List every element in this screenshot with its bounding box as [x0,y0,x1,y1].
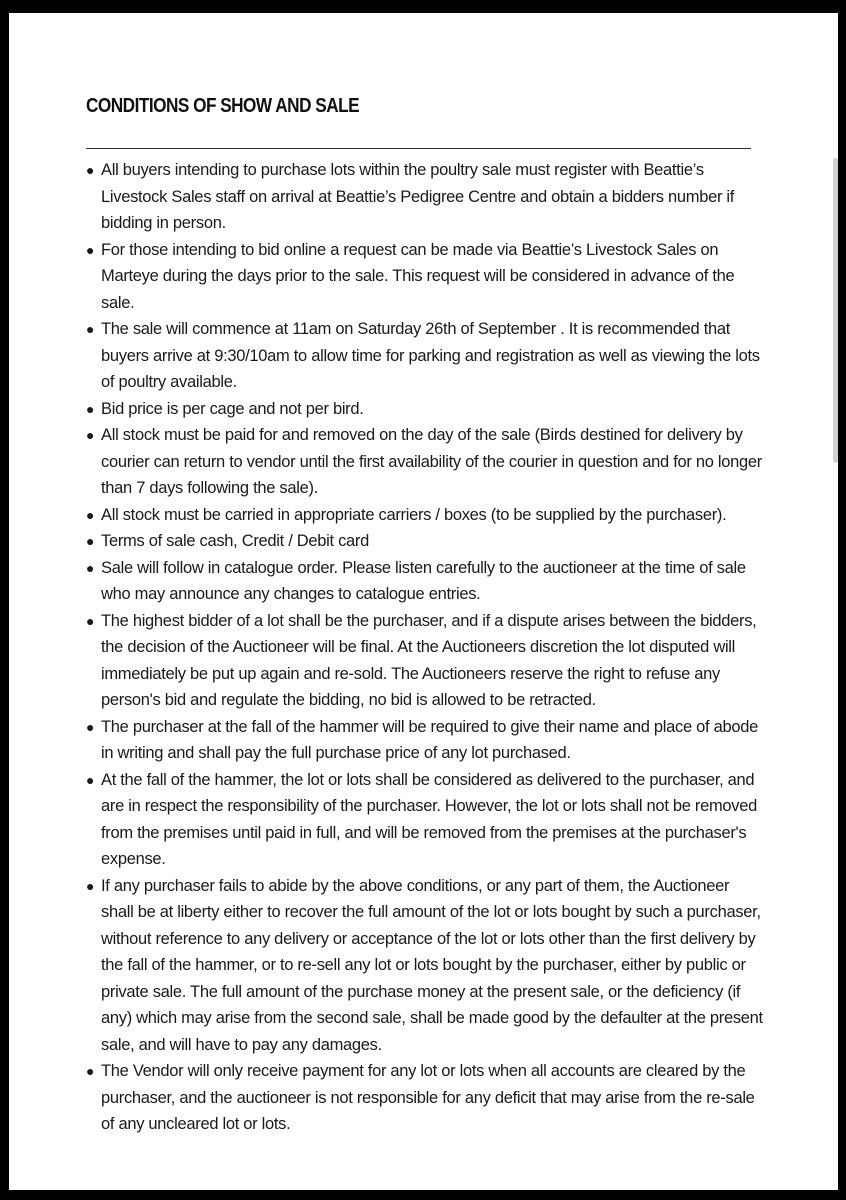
list-item [86,502,764,529]
list-item [86,873,764,1059]
bullet-icon: ● [86,612,95,629]
bullet-icon: ● [86,400,95,417]
list-item [86,714,764,767]
list-item [86,316,764,396]
bullet-icon: ● [86,427,95,443]
list-item [86,555,764,608]
page-title: CONDITIONS OF SHOW AND SALE [86,95,360,117]
list-item [86,237,764,317]
condition-text: All stock must be paid for and removed on the day of the sale (Birds destined for delivery by courier can return to vendor until the first availability of the courier in question and for no longer than 7 days following the sale). [101,426,762,497]
scrollbar[interactable] [833,158,838,463]
list-item [86,396,764,423]
bullet-icon: ● [86,321,95,337]
condition-text: The highest bidder of a lot shall be the purchaser, and if a dispute arises between the bidders, the decision of the Auctioneer will be final. At the Auctioneers discretion the lot disputed will immediately be put up again and re-sold. The Auctioneers reserve the right to refuse any person's bid and regulate the bidding, no bid is allowed to be retracted. [101,611,757,709]
bullet-icon: ● [86,559,95,576]
bullet-icon: ● [86,533,95,549]
condition-text: All stock must be carried in appropriate carriers / boxes (to be supplied by the purchaser). [101,505,727,524]
condition-text: All buyers intending to purchase lots within the poultry sale must register with Beattie’s Livestock Sales staff on arrival at Beattie’s Pedigree Centre and obtain a bidders number if bidding in person. [101,161,735,232]
condition-text: The sale will commence at 11am on Saturday 26th of September . It is recommended that buyers arrive at 9:30/10am to allow time for parking and registration as well as viewing the lots of poultry available. [101,320,760,391]
document-page [9,13,838,1190]
condition-text: Bid price is per cage and not per bird. [101,399,364,418]
list-item [86,1058,764,1138]
list-item [86,767,764,873]
conditions-list [86,157,764,1138]
bullet-icon: ● [86,1063,95,1079]
condition-text: If any purchaser fails to abide by the above conditions, or any part of them, the Auctioneer shall be at liberty either to recover the full amount of the lot or lots bought by such a purchaser, without reference to any delivery or acceptance of the lot or lots other than the first delivery by the fall of the hammer, or to re-sell any lot or lots bought by the purchaser, either by public or private sale. The full amount of the purchase money at the present sale, or the deficiency (if any) which may arise from the second sale, shall be made good by the defaulter at the present sale, and will have to pay any damages. [101,876,763,1054]
condition-text: At the fall of the hammer, the lot or lots shall be considered as delivered to the purchaser, and are in respect the responsibility of the purchaser. However, the lot or lots shall not be removed from the premises until paid in full, and will be removed from the premises at the purchaser's expense. [101,770,758,868]
bullet-icon: ● [86,718,95,735]
list-item [86,528,764,555]
condition-text: Sale will follow in catalogue order. Please listen carefully to the auctioneer at the time of sale who may announce any changes to catalogue entries. [101,558,746,603]
condition-text: The purchaser at the fall of the hammer will be required to give their name and place of abode in writing and shall pay the full purchase price of any lot purchased. [101,717,758,762]
condition-text: The Vendor will only receive payment for any lot or lots when all accounts are cleared by the purchaser, and the auctioneer is not responsible for any deficit that may arise from the re-sale of any uncleared lot or lots. [101,1062,755,1133]
title-divider [86,148,751,149]
list-item [86,608,764,714]
condition-text: Terms of sale cash, Credit / Debit card [101,532,369,550]
bullet-icon: ● [86,162,95,178]
bullet-icon: ● [86,241,95,258]
bullet-icon: ● [86,877,95,894]
list-item [86,157,764,237]
list-item [86,422,764,502]
condition-text: For those intending to bid online a request can be made via Beattie’s Livestock Sales on Marteye during the days prior to the sale. This request will be considered in advance of the sale. [101,240,735,312]
bullet-icon: ● [86,506,95,523]
bullet-icon: ● [86,771,95,788]
